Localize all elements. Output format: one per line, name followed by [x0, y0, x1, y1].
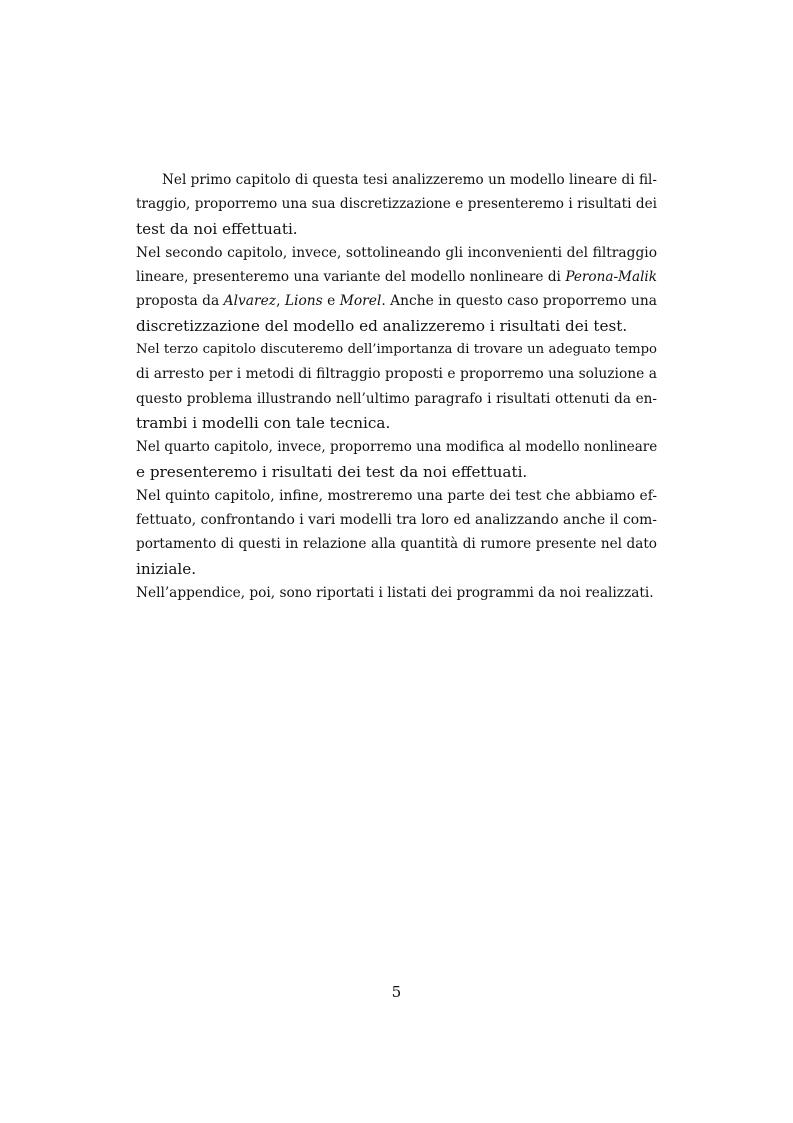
text-line: trambi i modelli con tale tecnica. [136, 413, 391, 432]
text-line: questo problema illustrando nell’ultimo paragrafo i risultati ottenuti da en- [136, 390, 657, 407]
text-line: test da noi effettuati. [136, 219, 298, 238]
paragraph-stopping-time [136, 338, 657, 435]
text-line: portamento di questi in relazione alla quantità di rumore presente nel dato [136, 536, 657, 553]
text-segment: , [276, 293, 285, 310]
paragraph-model-modification [136, 435, 657, 484]
text-line: di arresto per i metodi di filtraggio proposti e proporremo una soluzione a [136, 366, 657, 383]
text-segment: e [322, 293, 340, 310]
text-line: Nel quinto capitolo, infine, mostreremo una parte dei test che abbiamo ef- [136, 487, 657, 504]
text-line: Nell’appendice, poi, sono riportati i listati dei programmi da noi realizzati. [136, 585, 654, 602]
text-line [136, 265, 657, 289]
italic-term: Morel [339, 293, 382, 310]
paragraph-test-comparison [136, 484, 657, 581]
page-number: 5 [391, 983, 402, 1001]
text-line: Nel secondo capitolo, invece, sottolineando gli inconvenienti del filtraggio [136, 244, 657, 261]
italic-term: Lions [284, 293, 323, 310]
paragraph-linear-model [136, 168, 657, 241]
paragraph-nonlinear-model [136, 241, 657, 338]
text-line [136, 289, 657, 313]
text-segment: proposta da [136, 293, 224, 310]
text-line: fettuato, confrontando i vari modelli tra loro ed analizzando anche il com- [136, 512, 657, 529]
text-segment: lineare, presenteremo una variante del modello nonlineare di [136, 269, 566, 286]
text-line: traggio, proporremo una sua discretizzazione e presenteremo i risultati dei [136, 196, 657, 213]
italic-term: Perona-Malik [565, 269, 657, 286]
text-segment: . Anche in questo caso proporremo una [381, 293, 657, 310]
text-line: e presenteremo i risultati dei test da noi effettuati. [136, 462, 528, 481]
body-text [136, 168, 657, 605]
paragraph-appendix [136, 581, 657, 605]
text-line: Nel primo capitolo di questa tesi analizzeremo un modello lineare di fil- [162, 172, 657, 188]
text-line: iniziale. [136, 559, 197, 578]
text-line: Nel terzo capitolo discuteremo dell’importanza di trovare un adeguato tempo [136, 342, 657, 358]
italic-term: Alvarez [223, 293, 277, 310]
text-line: discretizzazione del modello ed analizzeremo i risultati dei test. [136, 316, 628, 335]
text-line: Nel quarto capitolo, invece, proporremo una modifica al modello nonlineare [136, 439, 658, 456]
